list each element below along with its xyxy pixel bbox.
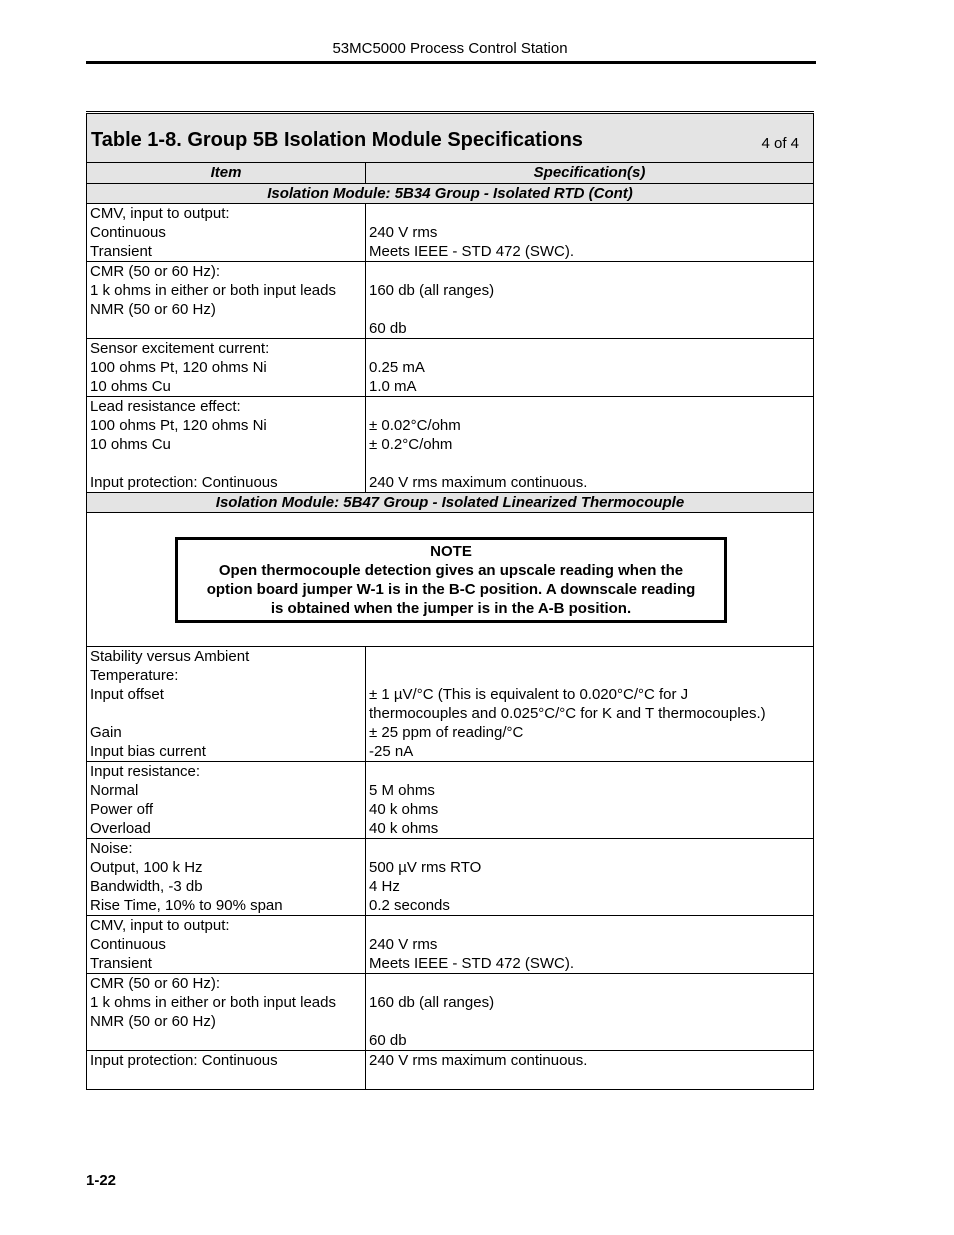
item-line: Input protection: Continuous xyxy=(90,474,278,491)
item-line: Transient xyxy=(90,955,152,972)
spec-line xyxy=(369,454,810,473)
item-cell xyxy=(87,916,366,974)
group-header-5b47 xyxy=(87,493,814,513)
spec-line: 0.2 seconds xyxy=(369,897,450,914)
spec-row xyxy=(87,204,814,262)
spec-line: 40 k ohms xyxy=(369,820,439,837)
spec-line: ± 1 µV/°C (This is equivalent to 0.020°C/°C for J xyxy=(369,686,689,703)
item-line: Stability versus Ambient xyxy=(90,648,250,665)
spec-cell xyxy=(366,339,814,397)
item-cell xyxy=(87,397,366,493)
spec-line: ± 25 ppm of reading/°C xyxy=(369,724,524,741)
column-header-item: Item xyxy=(87,163,366,184)
spec-line: Meets IEEE - STD 472 (SWC). xyxy=(369,243,575,260)
item-line: NMR (50 or 60 Hz) xyxy=(90,1013,216,1030)
group-label: Isolation Module: 5B34 Group - Isolated RTD (Cont) xyxy=(87,184,814,204)
spec-line: 240 V rms xyxy=(369,224,438,241)
spec-line: Meets IEEE - STD 472 (SWC). xyxy=(369,955,575,972)
table-title: Table 1-8. Group 5B Isolation Module Specifications xyxy=(91,128,583,151)
item-cell xyxy=(87,762,366,839)
spec-line: 5 M ohms xyxy=(369,782,435,799)
spec-line: 1.0 mA xyxy=(369,378,417,395)
item-line: Power off xyxy=(90,801,154,818)
spec-row xyxy=(87,262,814,339)
spec-cell xyxy=(366,974,814,1051)
spec-line: 240 V rms xyxy=(369,936,438,953)
spec-line: 160 db (all ranges) xyxy=(369,994,495,1011)
spec-line: 500 µV rms RTO xyxy=(369,859,482,876)
note-line: Open thermocouple detection gives an upscale reading when the xyxy=(218,562,684,579)
spec-line xyxy=(369,839,810,858)
spec-line xyxy=(369,300,810,319)
item-line: Input protection: Continuous xyxy=(90,1052,278,1069)
table-title-row xyxy=(87,113,814,163)
item-line: 10 ohms Cu xyxy=(90,378,171,395)
item-line: 1 k ohms in either or both input leads xyxy=(90,994,336,1011)
spec-cell xyxy=(366,916,814,974)
column-header-spec: Specification(s) xyxy=(366,163,814,184)
spec-line: 60 db xyxy=(369,320,407,337)
item-line: Input bias current xyxy=(90,743,206,760)
spec-line: 240 V rms maximum continuous. xyxy=(369,474,588,491)
item-line: CMR (50 or 60 Hz): xyxy=(90,975,221,992)
item-line: Output, 100 k Hz xyxy=(90,859,203,876)
note-row xyxy=(87,513,814,647)
item-line: CMV, input to output: xyxy=(90,205,230,222)
item-cell xyxy=(87,1051,366,1090)
spec-line xyxy=(369,1012,810,1031)
item-line xyxy=(90,1031,362,1050)
item-line: Noise: xyxy=(90,840,133,857)
item-line: Overload xyxy=(90,820,151,837)
item-line: Lead resistance effect: xyxy=(90,398,241,415)
item-line: Input offset xyxy=(90,686,164,703)
item-line: Transient xyxy=(90,243,152,260)
item-line: Gain xyxy=(90,724,122,741)
spec-line: -25 nA xyxy=(369,743,414,760)
item-line: 10 ohms Cu xyxy=(90,436,171,453)
spec-line xyxy=(369,974,810,993)
item-line xyxy=(90,454,362,473)
item-cell xyxy=(87,339,366,397)
spec-cell xyxy=(366,204,814,262)
spec-line xyxy=(369,916,810,935)
column-header-row xyxy=(87,163,814,184)
spec-line: thermocouples and 0.025°C/°C for K and T thermocouples.) xyxy=(369,705,766,722)
running-header: 53MC5000 Process Control Station xyxy=(332,40,568,57)
spec-table xyxy=(86,111,814,1090)
spec-row xyxy=(87,839,814,916)
item-cell xyxy=(87,204,366,262)
item-line: 100 ohms Pt, 120 ohms Ni xyxy=(90,417,267,434)
note-line: option board jumper W-1 is in the B-C position. A downscale reading xyxy=(206,581,696,598)
item-line: 100 ohms Pt, 120 ohms Ni xyxy=(90,359,267,376)
spec-line: 0.25 mA xyxy=(369,359,425,376)
spec-row xyxy=(87,339,814,397)
spec-line: 4 Hz xyxy=(369,878,400,895)
spec-row xyxy=(87,1051,814,1090)
table-pager: 4 of 4 xyxy=(761,134,799,152)
item-line xyxy=(90,319,362,338)
item-cell xyxy=(87,262,366,339)
spec-cell xyxy=(366,262,814,339)
item-line: NMR (50 or 60 Hz) xyxy=(90,301,216,318)
header-rule xyxy=(86,61,816,64)
item-line: Temperature: xyxy=(90,667,179,684)
spec-line: 60 db xyxy=(369,1032,407,1049)
spec-cell xyxy=(366,647,814,762)
item-line: Sensor excitement current: xyxy=(90,340,270,357)
item-cell xyxy=(87,647,366,762)
item-line: CMR (50 or 60 Hz): xyxy=(90,263,221,280)
spec-line xyxy=(369,762,810,781)
spec-cell xyxy=(366,1051,814,1090)
group-header-5b34 xyxy=(87,184,814,204)
item-line: CMV, input to output: xyxy=(90,917,230,934)
spec-line xyxy=(369,339,810,358)
spec-line: 240 V rms maximum continuous. xyxy=(369,1052,588,1069)
spec-line: 160 db (all ranges) xyxy=(369,282,495,299)
note-line: is obtained when the jumper is in the A-B position. xyxy=(270,600,632,617)
spec-row xyxy=(87,647,814,762)
spec-row xyxy=(87,916,814,974)
item-cell xyxy=(87,839,366,916)
spec-line xyxy=(369,647,810,666)
spec-row xyxy=(87,397,814,493)
spec-line xyxy=(369,262,810,281)
item-line: Bandwidth, -3 db xyxy=(90,878,203,895)
spec-line: ± 0.2°C/ohm xyxy=(369,436,453,453)
spec-cell xyxy=(366,839,814,916)
page-number: 1-22 xyxy=(86,1172,117,1189)
item-line: Continuous xyxy=(90,224,166,241)
item-line: 1 k ohms in either or both input leads xyxy=(90,282,336,299)
item-line: Normal xyxy=(90,782,139,799)
spec-line: 40 k ohms xyxy=(369,801,439,818)
spec-cell xyxy=(366,762,814,839)
note-box xyxy=(175,537,727,623)
spec-line xyxy=(369,204,810,223)
item-line: Input resistance: xyxy=(90,763,201,780)
spec-row xyxy=(87,974,814,1051)
item-line: Continuous xyxy=(90,936,166,953)
spec-line xyxy=(369,397,810,416)
item-line: Rise Time, 10% to 90% span xyxy=(90,897,283,914)
item-line xyxy=(90,704,362,723)
spec-cell xyxy=(366,397,814,493)
item-cell xyxy=(87,974,366,1051)
spec-line: ± 0.02°C/ohm xyxy=(369,417,461,434)
spec-line xyxy=(369,666,810,685)
note-heading: NOTE xyxy=(430,543,472,560)
group-label: Isolation Module: 5B47 Group - Isolated Linearized Thermocouple xyxy=(87,493,814,513)
spec-row xyxy=(87,762,814,839)
